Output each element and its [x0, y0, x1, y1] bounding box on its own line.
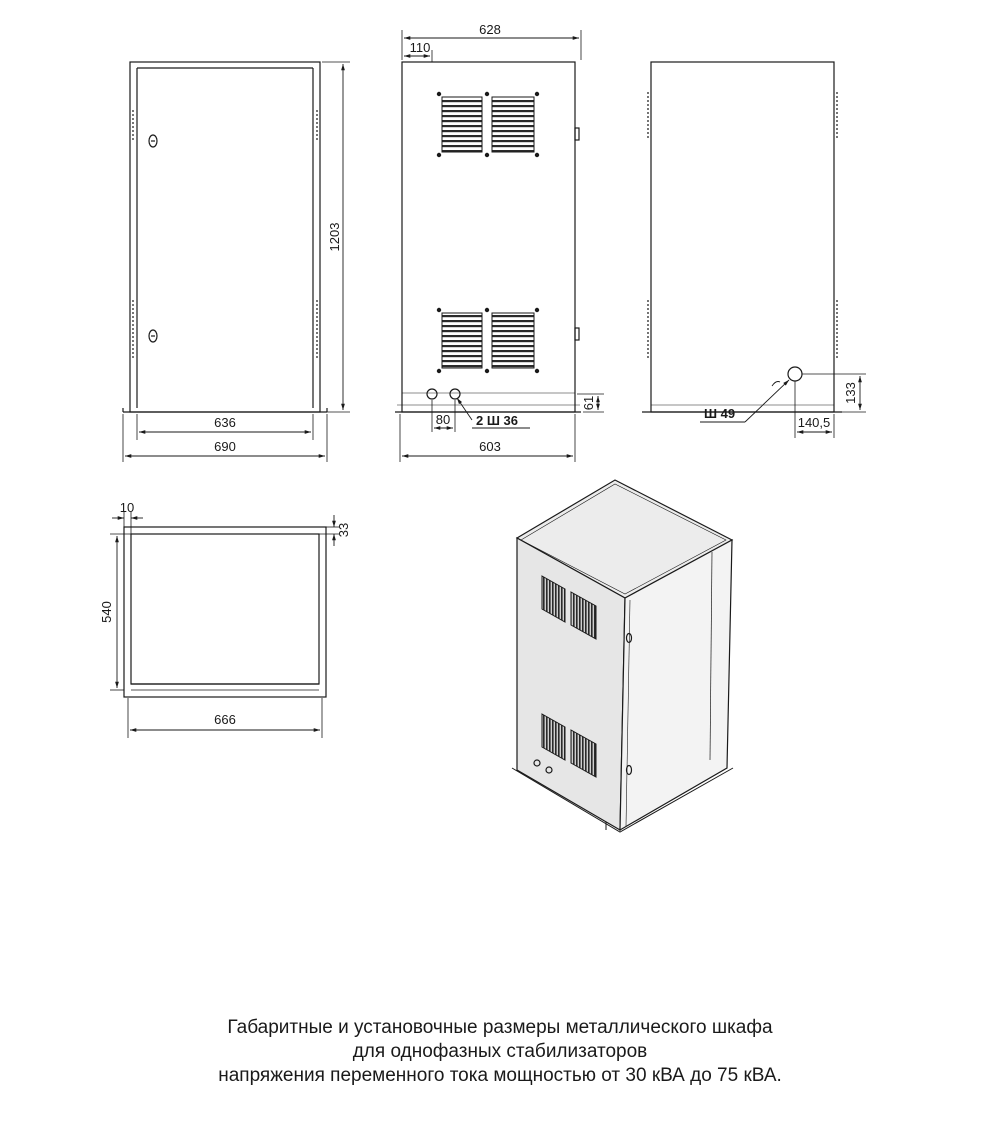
- vent-grille: [437, 92, 538, 156]
- dim-top-wall: 10: [119, 500, 135, 515]
- front-cabinet-outline: [130, 62, 320, 412]
- dim-top-depth: 540: [99, 601, 114, 623]
- dim-hole-offset: 80: [435, 412, 451, 427]
- caption-line-1: Габаритные и установочные размеры металлического шкафа: [227, 1017, 773, 1038]
- drawing-caption: [0, 1016, 1000, 1088]
- side-cabinet-outline: [402, 62, 575, 412]
- dim-side-width: 628: [479, 22, 501, 37]
- dim-side-offset: 110: [409, 40, 431, 55]
- cable-hole: [788, 367, 802, 381]
- back-view: [642, 62, 866, 438]
- side-view: [395, 30, 604, 462]
- dim-back-hole: Ш 49: [704, 406, 736, 421]
- dim-top-width: 666: [214, 712, 236, 727]
- dim-top-edge: 33: [336, 522, 351, 538]
- dim-height: 1203: [327, 222, 342, 252]
- top-view: [110, 512, 340, 738]
- front-view: [123, 62, 350, 462]
- lock-icon: [149, 135, 157, 147]
- dim-hole-height: 61: [581, 395, 596, 411]
- top-cabinet-outline: [124, 527, 326, 697]
- back-cabinet-outline: [651, 62, 834, 412]
- dim-side-depth: 603: [479, 439, 501, 454]
- isometric-view: [512, 480, 733, 832]
- cable-hole: [427, 389, 437, 399]
- caption-line-3: напряжения переменного тока мощностью от 30 кВА до 75 кВА.: [218, 1065, 782, 1086]
- caption-line-2: для однофазных стабилизаторов: [352, 1041, 648, 1062]
- dim-front-inner-width: 636: [214, 415, 236, 430]
- dim-front-outer-width: 690: [214, 439, 236, 454]
- vent-grille: [437, 308, 538, 372]
- dim-back-hole-offset: 140,5: [797, 415, 831, 430]
- lock-icon: [149, 330, 157, 342]
- cable-hole: [450, 389, 460, 399]
- dim-back-hole-height: 133: [843, 382, 858, 404]
- dim-holes: 2 Ш 36: [476, 413, 518, 428]
